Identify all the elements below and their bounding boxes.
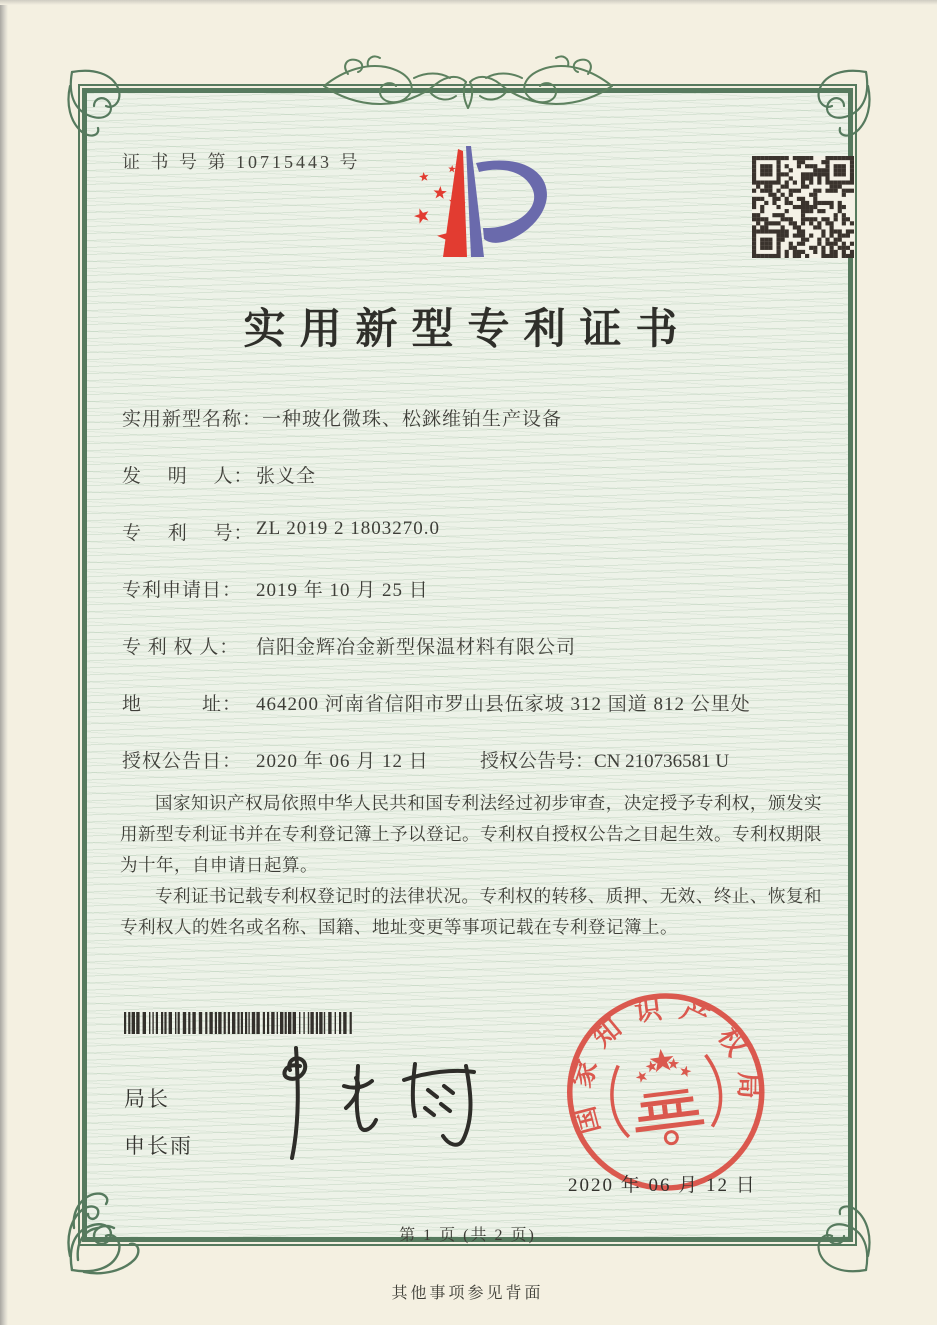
field-gazette-number [480, 746, 729, 773]
certificate-number: 证 书 号 第 10715443 号 [122, 152, 361, 172]
legal-text [120, 788, 822, 943]
field-value: 464200 河南省信阳市罗山县伍家坡 312 国道 812 公里处 [256, 694, 751, 715]
field-value: 一种玻化微珠、松銤维铂生产设备 [262, 409, 563, 430]
page-number: 第 1 页 (共 2 页) [399, 1227, 536, 1244]
field-label: 地 址： [122, 694, 243, 715]
field-patentee [122, 632, 822, 689]
field-label: 专 利 权 人： [122, 637, 240, 658]
signer-title: 局长 [124, 1087, 170, 1111]
field-value: 2020 年 06 月 12 日 [256, 751, 429, 772]
field-patent-number [122, 518, 822, 575]
legal-paragraph-1: 国家知识产权局依照中华人民共和国专利法经过初步审查，决定授予专利权，颁发实用新型专利证书并在专利登记簿上予以登记。专利权自授权公告之日起生效。专利权期限为十年，自申请日起算。 [120, 793, 822, 875]
field-label: 专 利 号： [122, 523, 254, 544]
field-filing-date [122, 575, 822, 632]
field-value: 2019 年 10 月 25 日 [256, 580, 429, 601]
field-label: 发 明 人： [122, 466, 254, 487]
field-label: 实用新型名称： [122, 409, 263, 430]
field-list [122, 404, 822, 803]
field-invention-name [122, 404, 822, 461]
field-value: 张义全 [256, 466, 317, 487]
signature [252, 1040, 487, 1165]
official-seal [560, 988, 772, 1200]
field-value: ZL 2019 2 1803270.0 [256, 518, 441, 539]
back-side-note: 其他事项参见背面 [391, 1285, 544, 1302]
legal-paragraph-2: 专利证书记载专利权登记时的法律状况。专利权的转移、质押、无效、终止、恢复和专利权人的姓名或名称、国籍、地址变更等事项记载在专利登记簿上。 [120, 886, 822, 937]
scan-edge [0, 0, 937, 5]
field-label: 授权公告号： [480, 751, 595, 772]
seal-date: 2020 年 06 月 12 日 [568, 1175, 757, 1196]
field-value: CN 210736581 U [594, 751, 730, 772]
signer-block [124, 1083, 193, 1177]
field-inventor [122, 461, 822, 518]
cnipa-logo-icon [396, 136, 568, 274]
scan-edge [0, 0, 8, 1325]
svg-text:国家知识产权局: 国家知识产权局 [565, 992, 764, 1138]
signer-name: 申长雨 [124, 1134, 193, 1158]
field-address [122, 689, 822, 746]
field-label: 专利申请日： [122, 580, 243, 601]
field-value: 信阳金辉冶金新型保温材料有限公司 [256, 637, 577, 658]
certificate-title: 实用新型专利证书 [243, 307, 692, 353]
qr-code [752, 156, 854, 258]
field-label: 授权公告日： [122, 751, 243, 772]
barcode [124, 1012, 354, 1035]
